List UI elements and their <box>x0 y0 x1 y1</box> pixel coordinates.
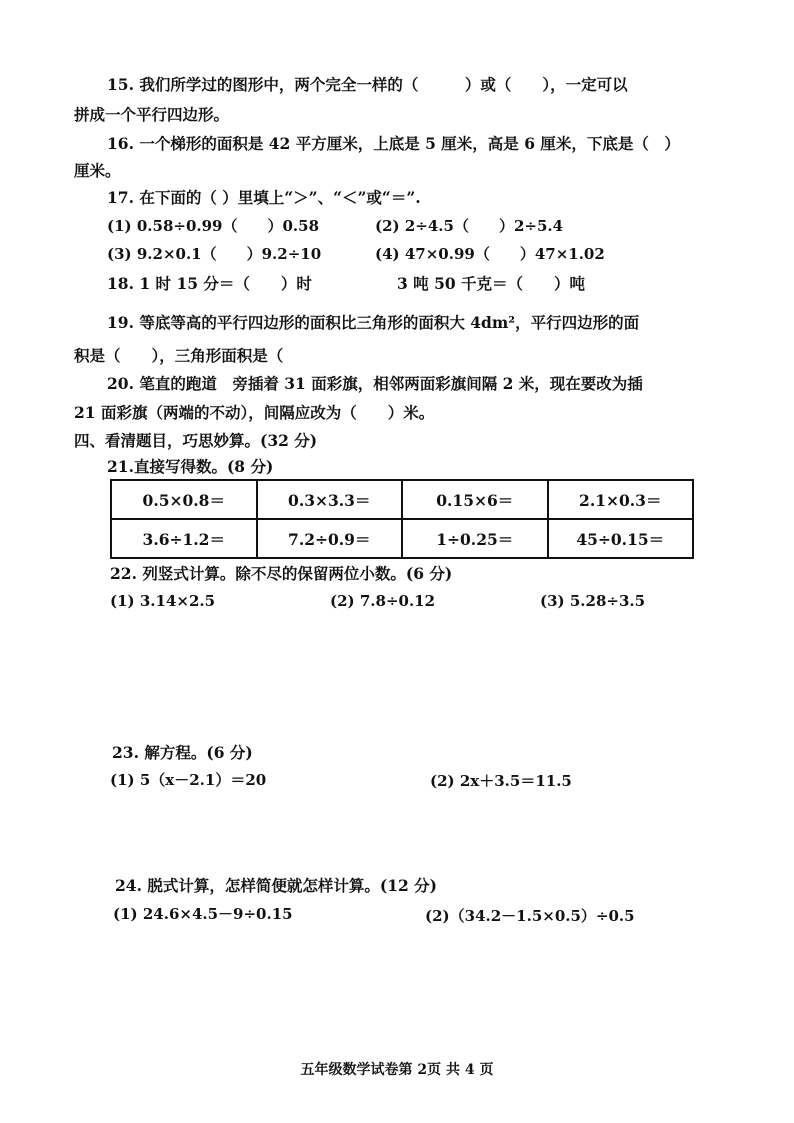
calc-cell: 45÷0.15＝ <box>548 519 694 558</box>
q18-part-b: 3 吨 50 千克＝（ ）吨 <box>397 274 586 293</box>
table-row <box>111 519 693 558</box>
q16-line1: 16. 一个梯形的面积是 42 平方厘米，上底是 5 厘米，高是 6 厘米，下底是（ ） <box>107 134 680 153</box>
calc-cell: 0.15×6＝ <box>402 480 548 519</box>
q24-item-1: (1) 24.6×4.5－9÷0.15 <box>113 905 293 923</box>
q24-title: 24. 脱式计算，怎样简便就怎样计算。(12 分) <box>115 876 437 895</box>
q23-title: 23. 解方程。(6 分) <box>112 743 253 762</box>
q17-stem: 17. 在下面的（ ）里填上“＞”、“＜”或“＝”. <box>107 188 421 207</box>
q17-item-2: (2) 2÷4.5（ ）2÷5.4 <box>375 217 564 235</box>
q17-item-1: (1) 0.58÷0.99（ ）0.58 <box>107 217 320 235</box>
q15-line1: 15. 我们所学过的图形中，两个完全一样的（ ）或（ ），一定可以 <box>107 75 628 94</box>
page-footer: 五年级数学试卷第 2页 共 4 页 <box>300 1062 494 1078</box>
q22-item-3: (3) 5.28÷3.5 <box>540 592 646 610</box>
section4-heading: 四、看清题目，巧思妙算。(32 分) <box>74 431 318 450</box>
q19-line1: 19. 等底等高的平行四边形的面积比三角形的面积大 4dm²，平行四边形的面 <box>107 313 640 332</box>
table-row <box>111 480 693 519</box>
q17-item-4: (4) 47×0.99（ ）47×1.02 <box>375 245 605 263</box>
calc-cell: 2.1×0.3＝ <box>548 480 694 519</box>
q15-line2: 拼成一个平行四边形。 <box>74 105 230 124</box>
q16-line2: 厘米。 <box>74 161 121 180</box>
q22-item-2: (2) 7.8÷0.12 <box>330 592 436 610</box>
q22-item-1: (1) 3.14×2.5 <box>110 592 216 610</box>
calc-cell: 3.6÷1.2＝ <box>111 519 257 558</box>
q24-item-2: (2)（34.2－1.5×0.5）÷0.5 <box>425 907 635 925</box>
calc-cell: 1÷0.25＝ <box>402 519 548 558</box>
q19-line2: 积是（ ），三角形面积是（ <box>74 346 284 365</box>
q18-part-a: 18. 1 时 15 分＝（ ）时 <box>107 274 312 293</box>
calc-cell: 7.2÷0.9＝ <box>257 519 403 558</box>
q22-title: 22. 列竖式计算。除不尽的保留两位小数。(6 分) <box>110 564 453 583</box>
q21-calc-table <box>110 479 694 559</box>
q21-title: 21.直接写得数。(8 分) <box>107 457 274 476</box>
q20-line2: 21 面彩旗（两端的不动），间隔应改为（ ）米。 <box>74 403 435 422</box>
q23-item-1: (1) 5（x－2.1）＝20 <box>110 771 267 789</box>
q20-line1: 20. 笔直的跑道 旁插着 31 面彩旗，相邻两面彩旗间隔 2 米，现在要改为插 <box>107 374 643 393</box>
calc-cell: 0.3×3.3＝ <box>257 480 403 519</box>
q23-item-2: (2) 2x＋3.5＝11.5 <box>430 772 572 790</box>
calc-cell: 0.5×0.8＝ <box>111 480 257 519</box>
q17-item-3: (3) 9.2×0.1（ ）9.2÷10 <box>107 245 322 263</box>
